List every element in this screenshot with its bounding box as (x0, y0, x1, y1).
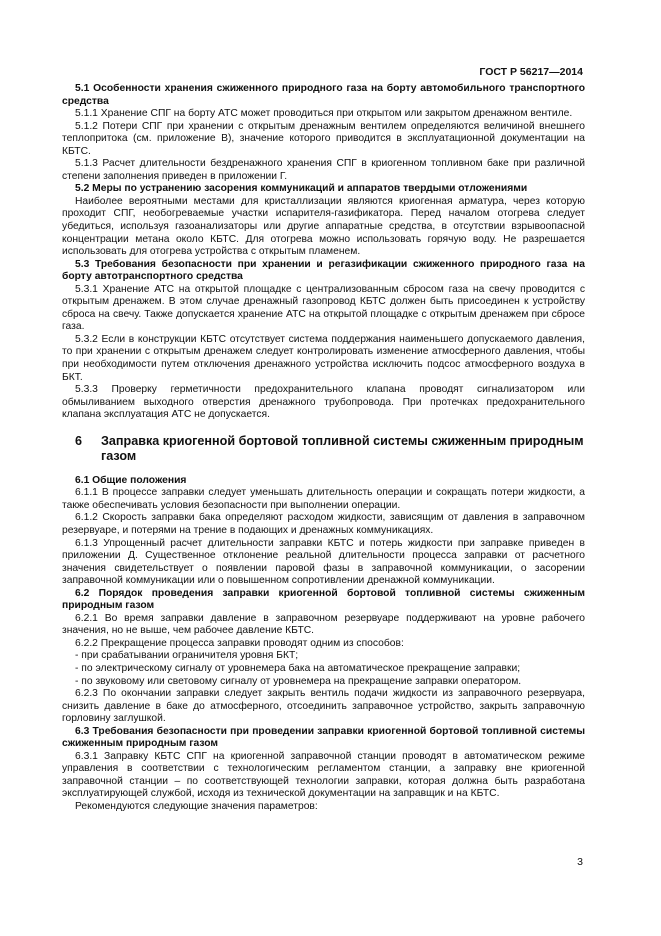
paragraph: Наиболее вероятными местами для кристаллизации являются криогенная арматура, через которую проходит СПГ, необогреваемые участки испарителя-газификатора. Перед началом отогрева следует убедиться, используя газоанализаторы или другие аппаратные средства, в отсутствии взрывоопасной концентрации метана около КБТС. Для отогрева можно использовать горячую воду. Не разрешается использовать для отогрева устройства с открытым пламенем. (62, 195, 585, 258)
page-content (62, 83, 585, 814)
heading-6-1: 6.1 Общие положения (75, 474, 187, 486)
paragraph: 6.3.1 Заправку КБТС СПГ на криогенной заправочной станции проводят в автоматическом режиме управления в соответствии с технологическим регламентом станции, а заправку вне криогенной заправочной станции – по соответствующей технологии заправки, которая должна быть разработана эксплуатирующей службой, исходя из технической документации на заправщик и на КБТС. (62, 750, 585, 800)
list-item: - по электрическому сигналу от уровнемера бака на автоматическое прекращение заправки; (75, 662, 521, 674)
section-6-heading (62, 434, 585, 464)
paragraph: 5.3.1 Хранение АТС на открытой площадке с централизованным сбросом газа на свечу проводится с открытым дренажем. В этом случае дренажный газопровод КБТС должен быть присоединен к устройству сброса на свечу. Также допускается хранение АТС на открытой площадке с открытым дренажем при сбросе газа. (62, 283, 585, 333)
paragraph: Рекомендуются следующие значения параметров: (75, 800, 318, 812)
paragraph: 6.2.2 Прекращение процесса заправки проводят одним из способов: (75, 637, 404, 649)
page-number: 3 (577, 856, 583, 868)
paragraph: 6.1.3 Упрощенный расчет длительности заправки КБТС и потерь жидкости при заправке приведен в приложении Д. Существенное отклонение реальной длительности процесса заправки от расчетного значения свидетельствует о появлении паровой фазы в заправочной коммуникации, о засорении заправочной коммуникации или о повышенном сопротивлении дренажной коммуникации. (62, 537, 585, 587)
list-item: - при срабатывании ограничителя уровня БКТ; (75, 650, 299, 662)
list-item: - по звуковому или световому сигналу от уровнемера на прекращение заправки оператором. (75, 675, 522, 687)
paragraph: 5.3.2 Если в конструкции КБТС отсутствует система поддержания наименьшего допускаемого давления, то при хранении с открытым дренажем следует контролировать изменение атмосферного давления, чтобы при необходимости путем отключения дренажного устройства исключить подсос атмосферного воздуха в БКТ. (62, 333, 585, 383)
heading-5-2: 5.2 Меры по устранению засорения коммуникаций и аппаратов твердыми отложениями (75, 183, 528, 195)
paragraph: 6.2.1 Во время заправки давление в заправочном резервуаре поддерживают на уровне рабочего значения, но не выше, чем рабочее давление КБТС. (62, 612, 585, 637)
paragraph: 5.3.3 Проверку герметичности предохранительного клапана проводят сигнализатором или обмыливанием выходного отверстия дренажного трубопровода. При протечках предохранительного клапана эксплуатация АТС не допускается. (62, 384, 585, 421)
document-header: ГОСТ Р 56217—2014 (479, 66, 583, 78)
paragraph: 5.1.1 Хранение СПГ на борту АТС может проводиться при открытом или закрытом дренажном вентиле. (75, 108, 573, 120)
heading-5-1: 5.1 Особенности хранения сжиженного природного газа на борту автомобильного транспортного средства (62, 83, 585, 107)
heading-5-3: 5.3 Требования безопасности при хранении и регазификации сжиженного природного газа на борту автотранспортного средства (62, 258, 585, 283)
section-6-title: Заправка криогенной бортовой топливной системы сжиженным природным газом (101, 433, 584, 463)
heading-6-2: 6.2 Порядок проведения заправки криогенной бортовой топливной системы сжиженным природным газом (62, 587, 585, 612)
paragraph: 6.1.2 Скорость заправки бака определяют расходом жидкости, зависящим от давления в заправочном резервуаре, и потерями на трение в подающих и дренажных коммуникациях. (62, 512, 585, 536)
section-6-number: 6 (75, 433, 83, 448)
heading-6-3: 6.3 Требования безопасности при проведении заправки криогенной бортовой топливной системы сжиженным природным газом (62, 725, 585, 750)
paragraph: 5.1.3 Расчет длительности бездренажного хранения СПГ в криогенном топливном баке при различной степени заполнения приведен в приложении Г. (62, 158, 585, 182)
paragraph: 6.1.1 В процессе заправки следует уменьшать длительность операции и сокращать потери жидкости, а также обеспечивать условия безопасности при выполнении операции. (62, 487, 585, 511)
paragraph: 5.1.2 Потери СПГ при хранении с открытым дренажным вентилем определяются величиной внешнего теплопритока (см. приложение В), значение которого приводится в эксплуатационной документации на КБТС. (62, 120, 585, 157)
paragraph: 6.2.3 По окончании заправки следует закрыть вентиль подачи жидкости из заправочного резервуара, снизить давление в баке до атмосферного, отсоединить заправочное устройство, закрыть заправочную горловину заглушкой. (62, 688, 585, 725)
